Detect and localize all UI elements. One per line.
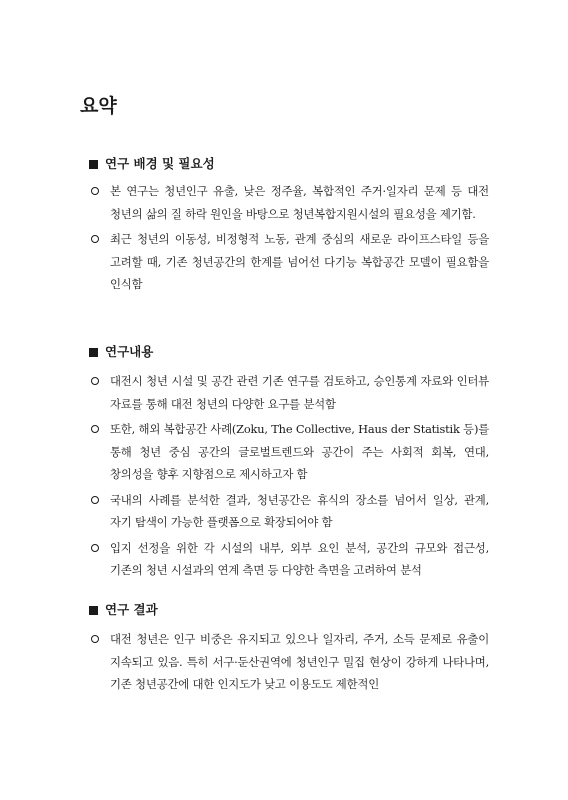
hollow-circle-icon: [91, 425, 99, 433]
list-item: [91, 489, 489, 534]
section-heading-text: 연구내용: [105, 344, 154, 359]
filled-square-icon: [89, 160, 98, 169]
section-heading-background: [89, 156, 215, 172]
filled-square-icon: [89, 606, 98, 615]
list-item-text: 최근 청년의 이동성, 비정형적 노동, 관계 중심의 새로운 라이프스타일 등을 고려할 때, 기존 청년공간의 한계를 넘어선 다기능 복합공간 모델이 필요함을 인식함: [110, 232, 489, 291]
list-item-text: 입지 선정을 위한 각 시설의 내부, 외부 요인 분석, 공간의 규모와 접근성, 기존의 청년 시설과의 연계 측면 등 다양한 측면을 고려하여 분석: [110, 540, 489, 577]
list-item: [91, 628, 489, 696]
section-heading-text: 연구 결과: [105, 602, 158, 617]
hollow-circle-icon: [91, 635, 99, 643]
bullet-list-results: [91, 628, 489, 699]
list-item: [91, 180, 489, 225]
bullet-list-background: [91, 180, 489, 299]
list-item: [91, 537, 489, 582]
hollow-circle-icon: [91, 187, 99, 195]
hollow-circle-icon: [91, 235, 99, 243]
hollow-circle-icon: [91, 496, 99, 504]
list-item-text: 국내의 사례를 분석한 결과, 청년공간은 휴식의 장소를 넘어서 일상, 관계, 자기 탐색이 가능한 플랫폼으로 확장되어야 함: [110, 492, 489, 529]
section-heading-content: [89, 344, 153, 360]
list-item: [91, 370, 489, 415]
list-item-text: 대전 청년은 인구 비중은 유지되고 있으나 일자리, 주거, 소득 문제로 유출이 지속되고 있음. 특히 서구·둔산권역에 청년인구 밀집 현상이 강하게 나타나며, 기존 청년공간에 대한 인지도가 낮고 이용도도 제한적인: [110, 632, 489, 691]
list-item-text: 대전시 청년 시설 및 공간 관련 기존 연구를 검토하고, 승인통계 자료와 인터뷰 자료를 통해 대전 청년의 다양한 요구를 분석함: [110, 374, 489, 411]
list-item: [91, 228, 489, 296]
hollow-circle-icon: [91, 544, 99, 552]
page-title: 요약: [80, 95, 117, 117]
section-heading-text: 연구 배경 및 필요성: [105, 156, 215, 171]
bullet-list-content: [91, 370, 489, 585]
list-item-text: 또한, 해외 복합공간 사례(Zoku, The Collective, Haus der Statistik 등)를 통해 청년 중심 공간의 글로벌트렌드와 공간이 주는 사회적 회복, 연대, 창의성을 향후 지향점으로 제시하고자 함: [110, 422, 489, 481]
list-item-text: 본 연구는 청년인구 유출, 낮은 정주율, 복합적인 주거·일자리 문제 등 대전 청년의 삶의 질 하락 원인을 바탕으로 청년복합지원시설의 필요성을 제기함.: [110, 184, 489, 221]
filled-square-icon: [89, 348, 98, 357]
section-heading-results: [89, 602, 158, 618]
list-item: [91, 418, 489, 486]
hollow-circle-icon: [91, 377, 99, 385]
